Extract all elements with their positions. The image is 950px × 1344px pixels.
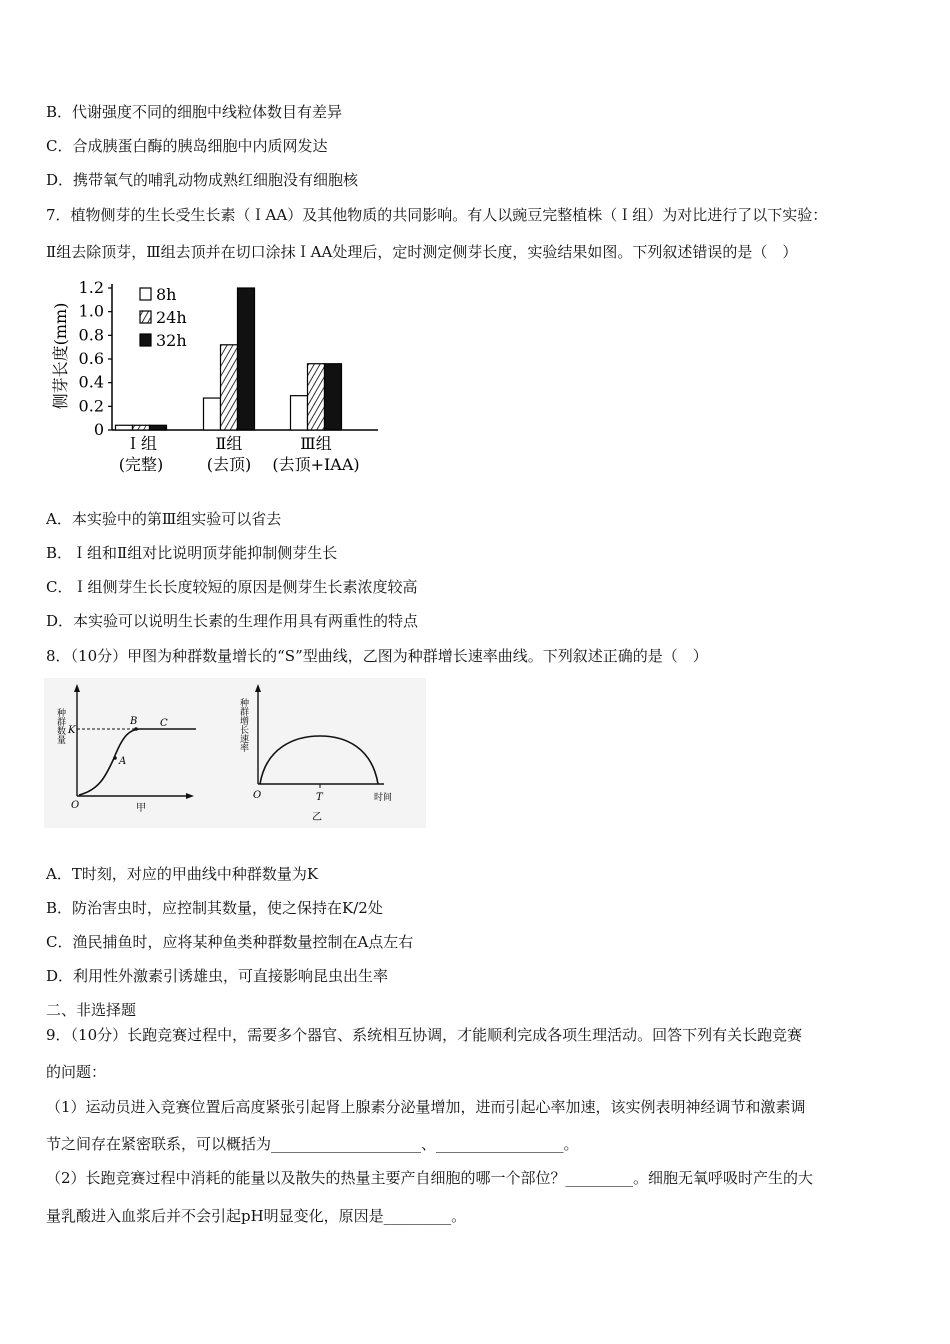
bar-32h-3 — [325, 364, 342, 430]
figure-background — [44, 678, 426, 828]
legend-label-32h: 32h — [156, 331, 187, 350]
section-heading: 二、非选择题 — [46, 1001, 137, 1019]
q9-stem-line1: 9．（10分）长跑竞赛过程中，需要多个器官、系统相互协调，才能顺利完成各项生理活动。回答下列有关长跑竞赛 — [46, 1026, 803, 1044]
x-category-sublabel: (完整) — [118, 455, 164, 474]
t-label: T — [316, 792, 323, 803]
x-category-label: Ⅱ组 — [215, 434, 243, 453]
bar-chart-svg — [46, 278, 396, 483]
legend-swatch-24h — [140, 311, 151, 323]
q7-bar-chart — [46, 278, 396, 487]
bar-8h-3 — [291, 396, 308, 430]
b-label: B — [130, 716, 138, 727]
y-tick-label: 0.8 — [78, 325, 104, 345]
k-label: K — [68, 725, 76, 736]
bar-8h-2 — [204, 398, 221, 430]
y-tick-label: 0.6 — [78, 349, 104, 368]
legend-label-24h: 24h — [156, 308, 187, 327]
point-a — [113, 756, 117, 760]
legend-swatch-8h — [140, 288, 151, 300]
q7-stem-line2: Ⅱ组去除顶芽，Ⅲ组去顶并在切口涂抹ＩAA处理后，定时测定侧芽长度，实验结果如图。下列叙述错误的是（ ） — [46, 243, 798, 261]
q7-option-a: A．本实验中的第Ⅲ组实验可以省去 — [46, 510, 282, 528]
a-label: A — [119, 756, 127, 767]
q8-stem: 8．（10分）甲图为种群数量增长的“S”型曲线，乙图为种群增长速率曲线。下列叙述正确的是（ ） — [46, 647, 708, 665]
q9-stem-line2: 的问题： — [46, 1063, 107, 1081]
yi-caption: 乙 — [312, 812, 322, 823]
bar-24h-1 — [133, 425, 150, 430]
y-axis-label: 侧芽长度(mm) — [51, 302, 70, 410]
yi-origin-label: O — [253, 790, 262, 801]
q7-stem-line1: 7．植物侧芽的生长受生长素（ＩAA）及其他物质的共同影响。有人以豌豆完整植株（Ｉ组）为对比进行了以下实验： — [46, 206, 828, 224]
x-category-sublabel: (去顶+IAA) — [272, 455, 360, 474]
x-category-label: Ⅲ组 — [300, 434, 332, 453]
bar-24h-2 — [221, 345, 238, 430]
y-tick-label: 0.4 — [78, 372, 104, 392]
point-b — [134, 727, 138, 731]
q9-part2-line1: （2）长跑竞赛过程中消耗的能量以及散失的热量主要产自细胞的哪一个部位？_________。细胞无氧呼吸时产生的大 — [46, 1169, 814, 1187]
x-category-sublabel: (去顶) — [206, 455, 252, 474]
q7-option-d: D．本实验可以说明生长素的生理作用具有两重性的特点 — [46, 612, 419, 630]
q7-option-c: C．Ｉ组侧芽生长长度较短的原因是侧芽生长素浓度较高 — [46, 578, 418, 596]
q7-option-b: B．Ｉ组和Ⅱ组对比说明顶芽能抑制侧芽生长 — [46, 544, 338, 562]
bar-8h-1 — [116, 425, 133, 430]
yi-y-label: 种群增长速率 — [238, 698, 248, 752]
q9-part1-line1: （1）运动员进入竞赛位置后高度紧张引起肾上腺素分泌量增加，进而引起心率加速，该实例表明神经调节和激素调 — [46, 1098, 806, 1116]
y-tick-label: 1.0 — [78, 301, 104, 321]
bar-24h-3 — [308, 364, 325, 430]
y-tick-label: 1.2 — [78, 278, 104, 297]
jia-origin-label: O — [71, 800, 80, 811]
c-label: C — [160, 718, 168, 729]
q9-part2-line2: 量乳酸进入血浆后并不会引起pH明显变化，原因是_________。 — [46, 1207, 467, 1225]
jia-y-label: 种群数量 — [55, 708, 65, 744]
y-tick-label: 0.2 — [78, 396, 104, 416]
jia-caption: 甲 — [136, 803, 146, 814]
yi-x-label: 时间 — [374, 793, 393, 803]
legend-label-8h: 8h — [156, 285, 177, 304]
bar-32h-1 — [150, 425, 167, 430]
legend-swatch-32h — [140, 334, 151, 346]
bar-32h-2 — [238, 288, 255, 430]
q8-figures — [44, 678, 426, 832]
q8-option-a: A．T时刻，对应的甲曲线中种群数量为K — [46, 865, 319, 883]
q6-option-b: B．代谢强度不同的细胞中线粒体数目有差异 — [46, 103, 343, 121]
q6-option-d: D．携带氧气的哺乳动物成熟红细胞没有细胞核 — [46, 171, 359, 189]
q6-option-c: C．合成胰蛋白酶的胰岛细胞中内质网发达 — [46, 137, 328, 155]
x-category-label: Ｉ组 — [124, 434, 158, 453]
population-curves-svg — [44, 678, 426, 828]
q9-part1-line2: 节之间存在紧密联系，可以概括为____________________、_________________。 — [46, 1135, 579, 1153]
q8-option-b: B．防治害虫时，应控制其数量，使之保持在K/2处 — [46, 899, 383, 917]
q8-option-c: C．渔民捕鱼时，应将某种鱼类种群数量控制在A点左右 — [46, 933, 414, 951]
y-tick-label: 0 — [93, 420, 104, 439]
q8-option-d: D．利用性外激素引诱雄虫，可直接影响昆虫出生率 — [46, 967, 389, 985]
